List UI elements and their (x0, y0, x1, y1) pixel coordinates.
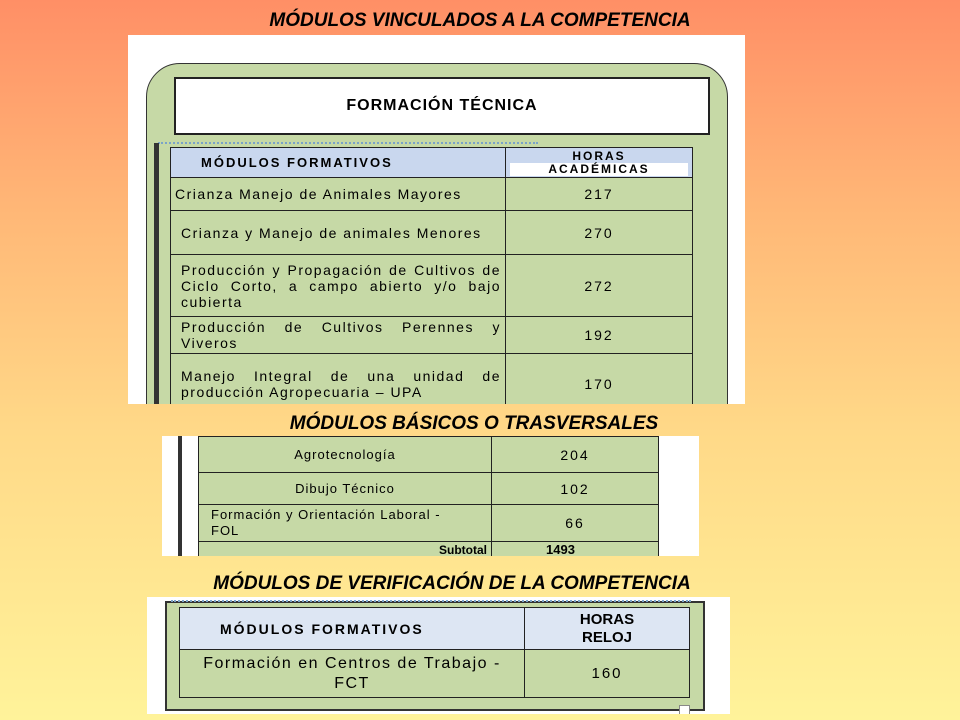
resize-handle[interactable] (679, 705, 690, 714)
col-header-horas (506, 148, 693, 178)
row-horas: 270 (506, 211, 693, 255)
tecnica-table (170, 147, 693, 404)
col-header-horas-line2: RELOJ (581, 628, 632, 646)
heading-basicos: MÓDULOS BÁSICOS O TRASVERSALES (289, 413, 659, 434)
table-row (199, 473, 659, 505)
formacion-tecnica-title: FORMACIÓN TÉCNICA (346, 97, 538, 114)
row-modulo: Crianza Manejo de Animales Mayores (171, 178, 506, 211)
row-modulo: Formación en Centros de Trabajo - FCT (180, 650, 525, 698)
table-row (171, 178, 693, 211)
table-row (171, 317, 693, 354)
col-header-modulos (180, 608, 525, 650)
dotted-line (158, 142, 538, 144)
col-header-horas-line2: ACADÉMICAS (510, 163, 688, 176)
row-modulo: Dibujo Técnico (199, 473, 492, 505)
dotted-line (171, 600, 691, 602)
subtotal-value: 1493 (492, 542, 659, 557)
col-header-horas (525, 608, 690, 650)
row-modulo: Producción de Cultivos Perennes y Viveros (171, 317, 506, 354)
col-header-horas-line1: HORAS (572, 148, 626, 163)
col-header-modulos-label: MÓDULOS FORMATIVOS (220, 620, 424, 637)
row-horas: 204 (492, 437, 659, 473)
subtotal-label: Subtotal (199, 542, 492, 557)
col-header-modulos-label: MÓDULOS FORMATIVOS (201, 155, 393, 170)
table-left-rule (154, 143, 159, 404)
row-horas: 66 (492, 505, 659, 542)
table-left-rule (178, 436, 182, 556)
verificacion-table (179, 607, 690, 698)
table-row (171, 354, 693, 405)
panel-formacion-tecnica (128, 35, 745, 404)
row-horas: 160 (525, 650, 690, 698)
heading-verificacion: MÓDULOS DE VERIFICACIÓN DE LA COMPETENCIA (213, 573, 691, 594)
row-modulo: Crianza y Manejo de animales Menores (171, 211, 506, 255)
subtotal-row (199, 542, 659, 557)
row-horas: 192 (506, 317, 693, 354)
table-row (171, 255, 693, 317)
row-horas: 272 (506, 255, 693, 317)
row-modulo: Formación y Orientación Laboral - FOL (199, 505, 492, 542)
table-row (199, 505, 659, 542)
panel-basicos (162, 436, 699, 556)
row-horas: 217 (506, 178, 693, 211)
row-horas: 170 (506, 354, 693, 405)
basicos-table (198, 436, 659, 556)
row-modulo: Manejo Integral de una unidad de producción Agropecuaria – UPA (171, 354, 506, 405)
col-header-horas-line1: HORAS (579, 610, 635, 628)
col-header-modulos (171, 148, 506, 178)
row-modulo: Producción y Propagación de Cultivos de Ciclo Corto, a campo abierto y/o bajo cubierta (171, 255, 506, 317)
row-horas: 102 (492, 473, 659, 505)
formacion-tecnica-title-box (174, 77, 710, 135)
table-row (171, 211, 693, 255)
heading-vinculados: MÓDULOS VINCULADOS A LA COMPETENCIA (269, 10, 691, 31)
table-row (199, 437, 659, 473)
panel-verificacion (147, 597, 730, 714)
row-modulo: Agrotecnología (199, 437, 492, 473)
table-row (180, 650, 690, 698)
